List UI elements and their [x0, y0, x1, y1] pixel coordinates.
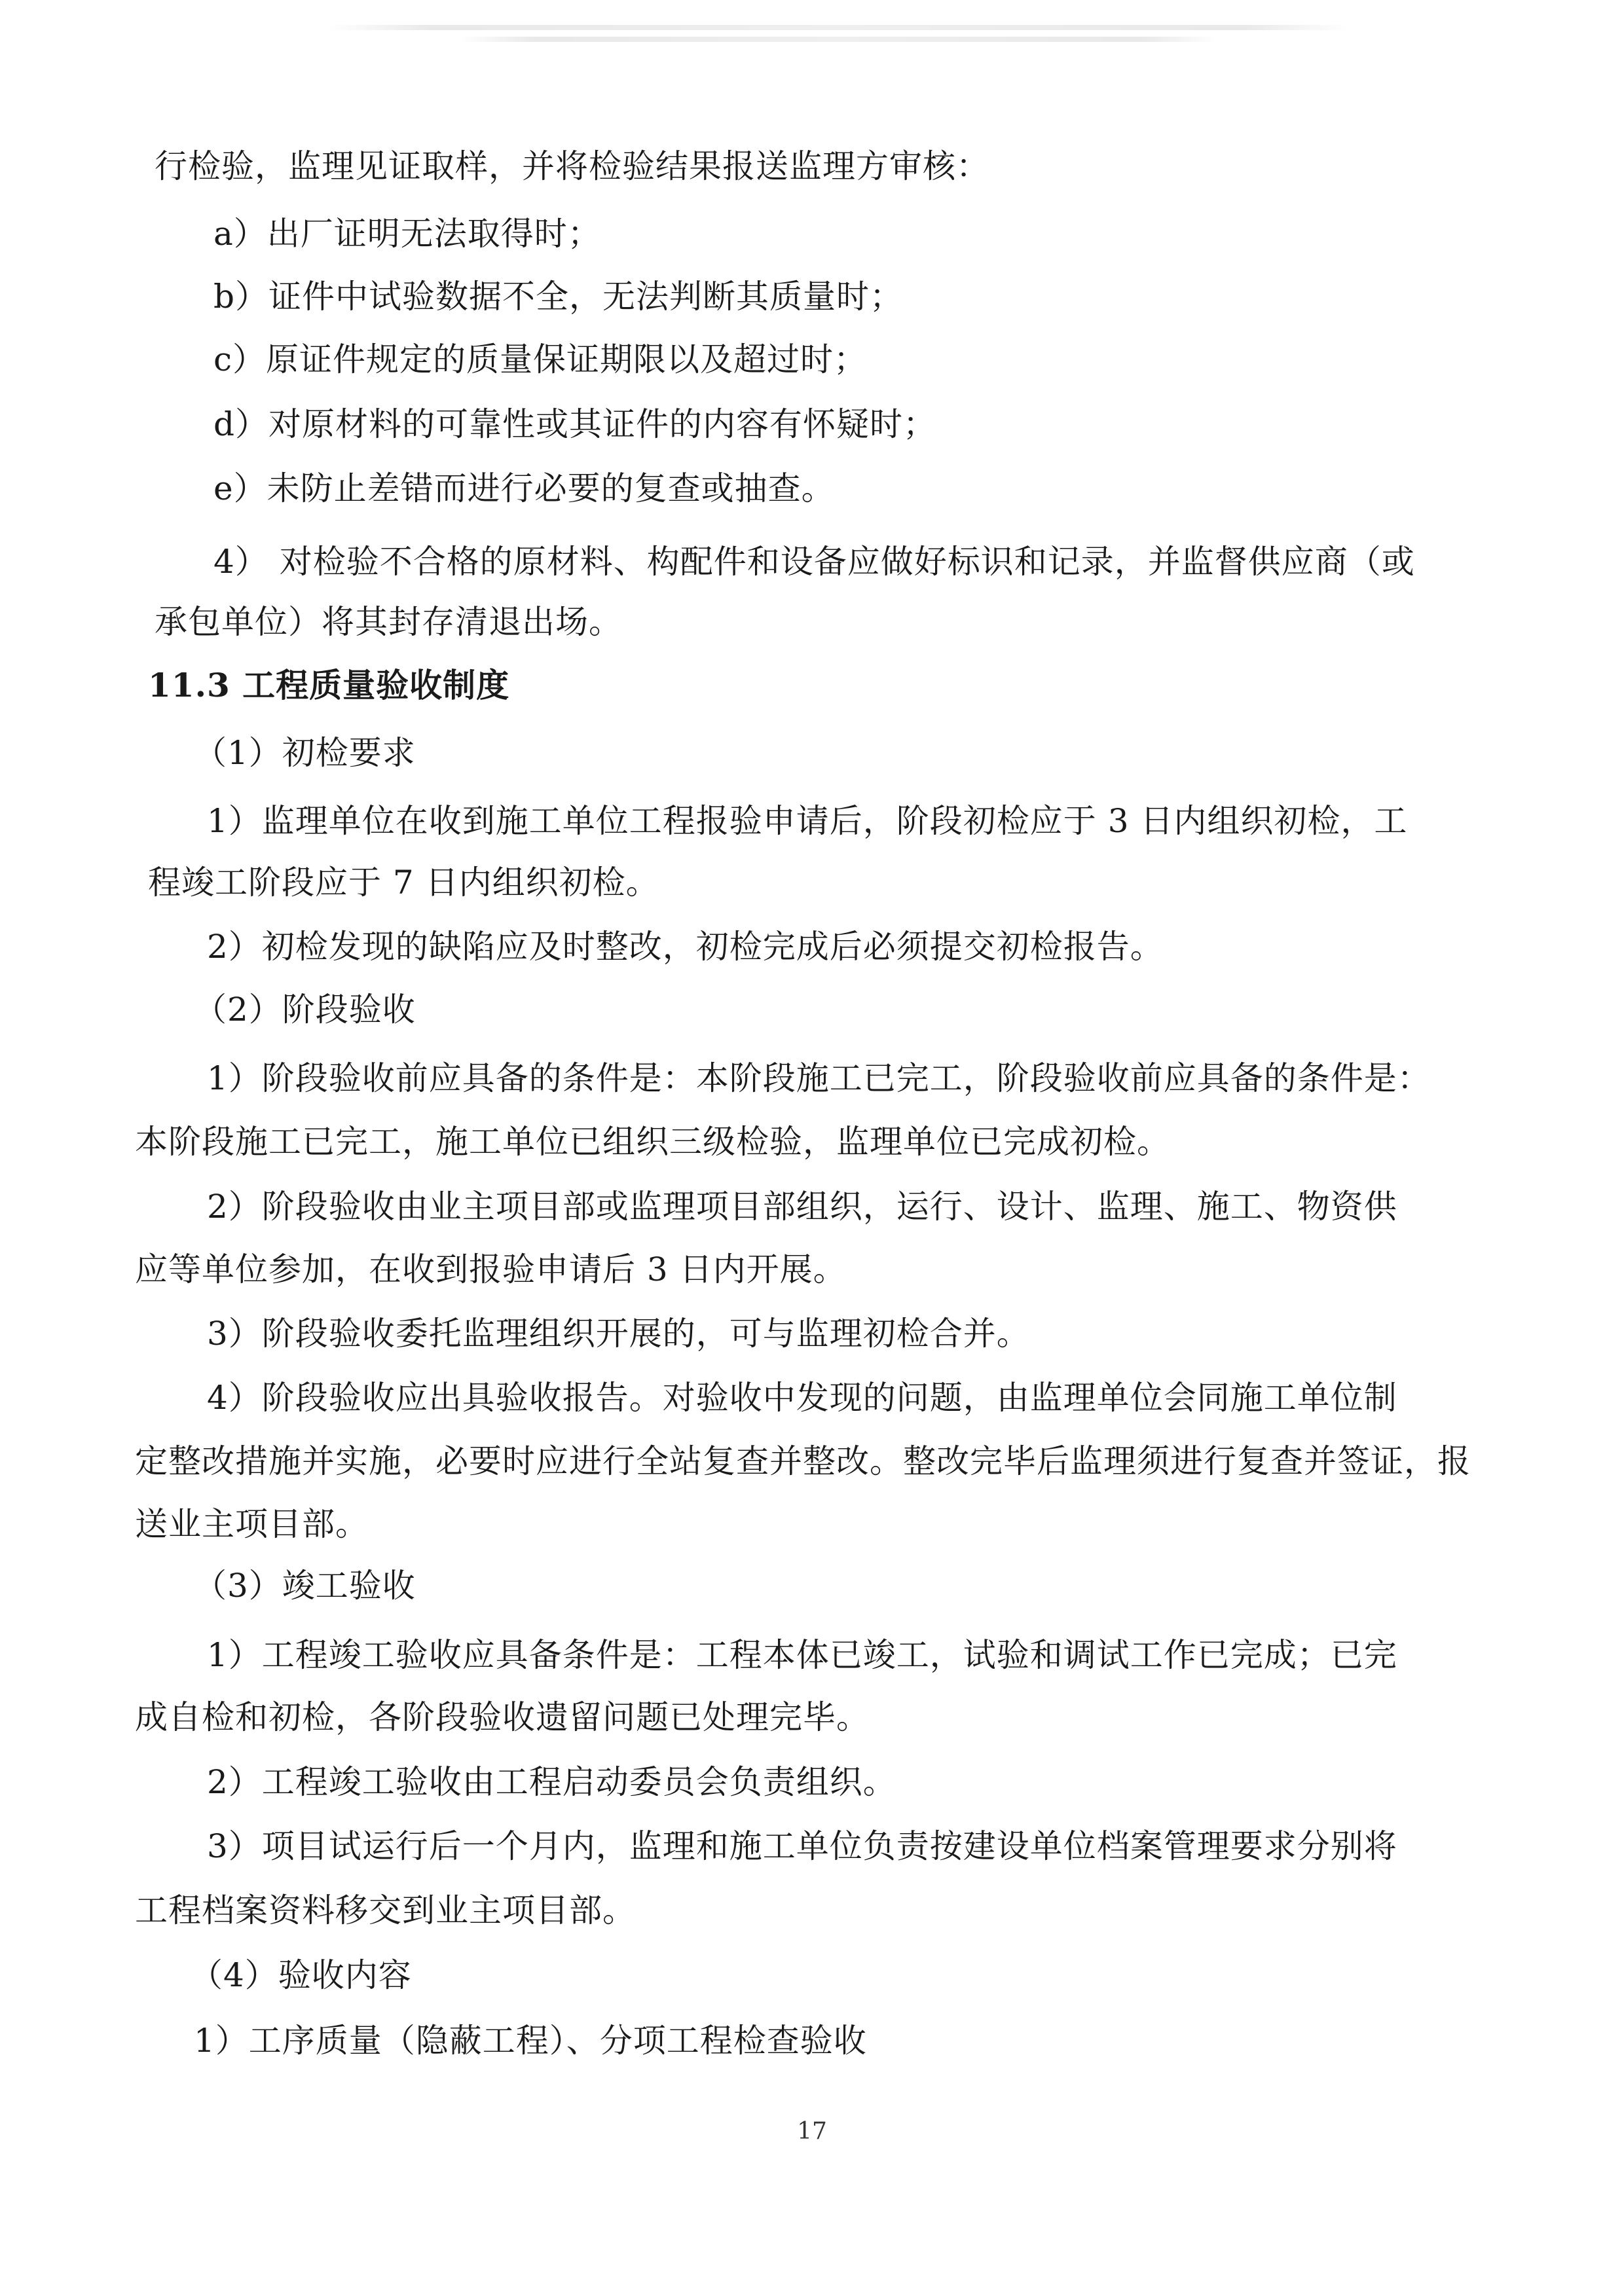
paragraph-line: 行检验，监理见证取样，并将检验结果报送监理方审核： — [155, 147, 989, 185]
list-item-a: a）出厂证明无法取得时； — [213, 215, 601, 253]
subsection-heading: （4）验收内容 — [190, 1956, 412, 1994]
list-item-e: e）未防止差错而进行必要的复查或抽查。 — [213, 469, 835, 507]
subsection-heading: （1）初检要求 — [194, 734, 416, 772]
paragraph-line: 工程档案资料移交到业主项目部。 — [135, 1891, 636, 1929]
list-item-c: c）原证件规定的质量保证期限以及超过时； — [213, 340, 868, 378]
paragraph-line: 程竣工阶段应于 7 日内组织初检。 — [148, 864, 659, 902]
paragraph-line: 1）监理单位在收到施工单位工程报验申请后，阶段初检应于 3 日内组织初检，工 — [207, 802, 1408, 840]
paragraph-line: 应等单位参加，在收到报验申请后 3 日内开展。 — [135, 1250, 847, 1288]
page-number: 17 — [797, 2118, 827, 2145]
faded-header-text — [327, 18, 1349, 58]
paragraph-line: 3）阶段验收委托监理组织开展的，可与监理初检合并。 — [207, 1315, 1030, 1353]
paragraph-line: 4） 对检验不合格的原材料、构配件和设备应做好标识和记录，并监督供应商（或 — [213, 543, 1415, 581]
paragraph-line: 1）阶段验收前应具备的条件是：本阶段施工已完工，阶段验收前应具备的条件是： — [207, 1059, 1431, 1097]
paragraph-line: 2）初检发现的缺陷应及时整改，初检完成后必须提交初检报告。 — [207, 928, 1164, 966]
list-item-b: b）证件中试验数据不全，无法判断其质量时； — [213, 278, 904, 316]
subsection-heading: （3）竣工验收 — [194, 1567, 416, 1605]
paragraph-line: 送业主项目部。 — [135, 1505, 369, 1543]
list-item-d: d）对原材料的可靠性或其证件的内容有怀疑时； — [213, 405, 937, 443]
paragraph-line: 4）阶段验收应出具验收报告。对验收中发现的问题，由监理单位会同施工单位制 — [207, 1379, 1397, 1417]
paragraph-line: 1）工序质量（隐蔽工程）、分项工程检查验收 — [194, 2022, 867, 2060]
paragraph-line: 2）工程竣工验收由工程启动委员会负责组织。 — [207, 1763, 896, 1801]
section-heading: 11.3 工程质量验收制度 — [148, 666, 510, 704]
paragraph-line: 承包单位）将其封存清退出场。 — [155, 603, 622, 641]
paragraph-line: 2）阶段验收由业主项目部或监理项目部组织，运行、设计、监理、施工、物资供 — [207, 1188, 1397, 1226]
paragraph-line: 本阶段施工已完工，施工单位已组织三级检验，监理单位已完成初检。 — [135, 1123, 1170, 1161]
subsection-heading: （2）阶段验收 — [194, 991, 416, 1029]
paragraph-line: 3）项目试运行后一个月内，监理和施工单位负责按建设单位档案管理要求分别将 — [207, 1827, 1397, 1865]
paragraph-line: 1）工程竣工验收应具备条件是：工程本体已竣工，试验和调试工作已完成；已完 — [207, 1636, 1397, 1674]
paragraph-line: 定整改措施并实施，必要时应进行全站复查并整改。整改完毕后监理须进行复查并签证，报 — [135, 1442, 1471, 1480]
paragraph-line: 成自检和初检，各阶段验收遗留问题已处理完毕。 — [135, 1698, 870, 1736]
